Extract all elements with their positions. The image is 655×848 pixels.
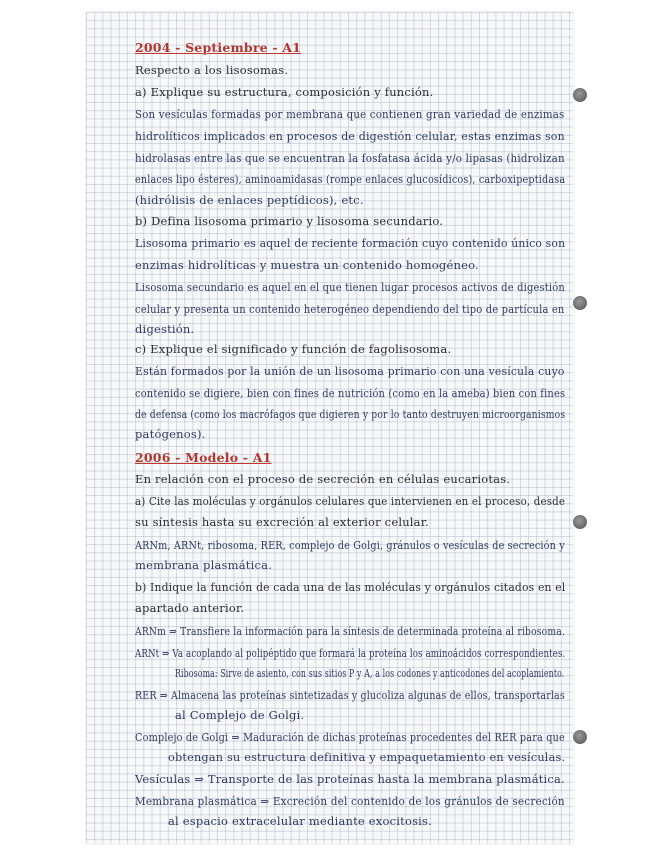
answer-text: patógenos).: [135, 427, 206, 441]
answer-text: contenido se digiere, bien con fines de nutrición (como en la ameba) bien con fines: [135, 386, 566, 400]
answer-text: obtengan su estructura definitiva y empaquetamiento en vesículas.: [168, 750, 566, 764]
answer-text: Membrana plasmática ⇒ Excreción del contenido de los gránulos de secreción: [135, 794, 565, 808]
answer-text: hidrolasas entre las que se encuentran la fosfatasa ácida y/o lipasas (hidrolizan: [135, 151, 565, 165]
answer-text: Lisosoma secundario es aquel en el que tienen lugar procesos activos de digestión: [135, 280, 566, 294]
section-heading: 2006 - Modelo - A1: [135, 450, 272, 465]
answer-text: (hidrólisis de enlaces peptídicos), etc.: [135, 193, 364, 207]
answer-text: de defensa (como los macrófagos que digieren y por lo tanto destruyen microorganismos: [135, 407, 566, 421]
binder-hole: [573, 88, 587, 102]
answer-text: Vesículas ⇒ Transporte de las proteínas hasta la membrana plasmática.: [135, 772, 565, 786]
answer-text: Están formados por la unión de un lisosoma primario con una vesícula cuyo: [135, 364, 565, 378]
question-text: su síntesis hasta su excreción al exterior celular.: [135, 515, 430, 529]
answer-text: celular y presenta un contenido heterogéneo dependiendo del tipo de partícula en: [135, 302, 565, 316]
question-text: En relación con el proceso de secreción en células eucariotas.: [135, 472, 511, 486]
question-text: Respecto a los lisosomas.: [135, 63, 289, 77]
question-text: a) Cite las moléculas y orgánulos celulares que intervienen en el proceso, desde: [135, 494, 566, 508]
answer-text: Son vesículas formadas por membrana que contienen gran variedad de enzimas: [135, 107, 565, 121]
question-text: b) Defina lisosoma primario y lisosoma secundario.: [135, 214, 444, 228]
answer-text: RER ⇒ Almacena las proteínas sintetizadas y glucoliza algunas de ellos, transportarlas: [135, 688, 565, 702]
question-text: a) Explique su estructura, composición y función.: [135, 85, 434, 99]
binder-hole: [573, 730, 587, 744]
question-text: b) Indique la función de cada una de las moléculas y orgánulos citados en el: [135, 580, 566, 594]
answer-text: ARNm ⇒ Transfiere la información para la síntesis de determinada proteína al ribosoma.: [135, 624, 566, 638]
answer-text: digestión.: [135, 322, 195, 336]
question-text: c) Explique el significado y función de fagolisosoma.: [135, 342, 452, 356]
question-text: apartado anterior.: [135, 601, 245, 615]
binder-hole: [573, 515, 587, 529]
answer-text: enlaces lipo ésteres), aminoamidasas (rompe enlaces glucosídicos), carboxipeptidasa: [135, 172, 566, 186]
answer-text: ARNt ⇒ Va acoplando al polipéptido que formará la proteína los aminoácidos correspondientes.: [135, 646, 566, 660]
answer-text: enzimas hidrolíticas y muestra un contenido homogéneo.: [135, 258, 479, 272]
answer-text: ARNm, ARNt, ribosoma, RER, complejo de Golgi, gránulos o vesículas de secreción y: [135, 538, 565, 552]
answer-text: Ribosoma: Sirve de asiento, con sus sitios P y A, a los codones y anticodones del acoplamiento.: [175, 666, 565, 680]
answer-text: al espacio extracelular mediante exocitosis.: [168, 814, 433, 828]
answer-text: membrana plasmática.: [135, 558, 273, 572]
binder-hole: [573, 296, 587, 310]
answer-text: Lisosoma primario es aquel de reciente formación cuyo contenido único son: [135, 236, 566, 250]
answer-text: Complejo de Golgi ⇒ Maduración de dichas proteínas procedentes del RER para que: [135, 730, 565, 744]
section-heading: 2004 - Septiembre - A1: [135, 40, 302, 55]
answer-text: hidrolíticos implicados en procesos de digestión celular, estas enzimas son: [135, 129, 565, 143]
answer-text: al Complejo de Golgi.: [175, 708, 305, 722]
